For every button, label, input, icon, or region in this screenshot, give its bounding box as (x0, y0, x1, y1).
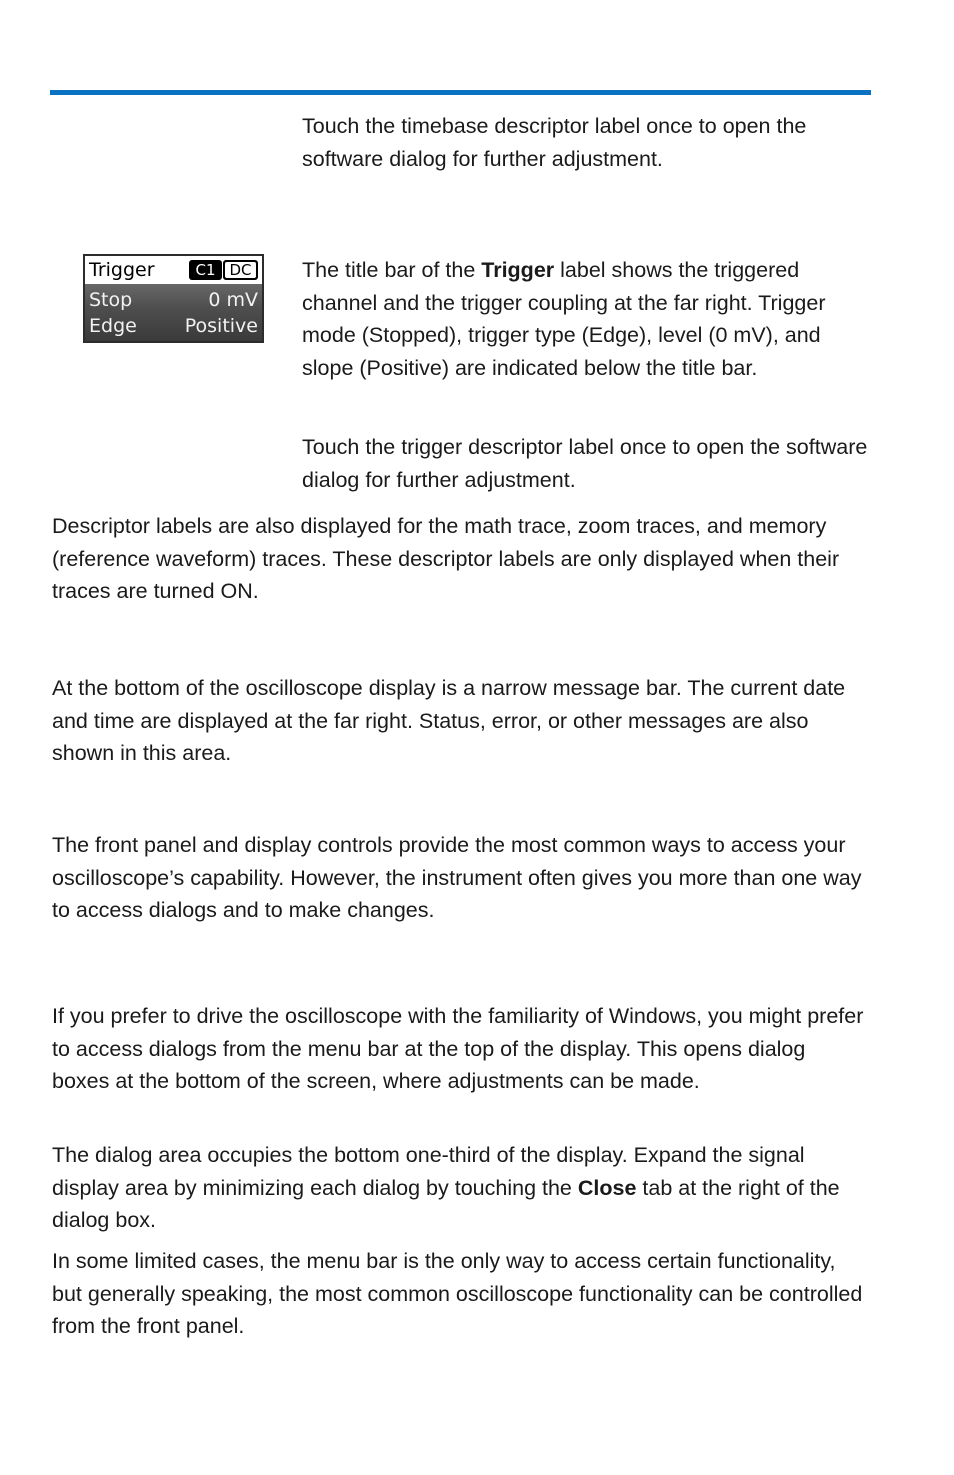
trigger-type-value: Edge (89, 315, 137, 337)
trigger-coupling-text: DC (225, 262, 256, 278)
dialog-para-after: tab at the right of the dialog box. (52, 1175, 840, 1232)
trigger-label-title-bar (85, 256, 262, 284)
trigger-coupling-badge (223, 260, 258, 280)
trigger-slope-value: Positive (184, 315, 258, 337)
trigger-desc-after: label shows the triggered channel and the trigger coupling at the far right. Trigger mode (Stopped), trigger type (Edge), level (0 mV), and slope (Positive) are indicated below the title bar. (302, 258, 826, 380)
trigger-desc-before: The title bar of the (302, 258, 482, 282)
trigger-descriptor-label (83, 254, 264, 343)
trigger-level-value: 0 mV (208, 289, 258, 311)
front-panel-paragraph: The front panel and display controls provide the most common ways to access your oscilloscope’s capability. However, the instrument often gives you more than one way to access dialogs and to make changes. (52, 833, 862, 922)
timebase-touch-paragraph: Touch the timebase descriptor label once to open the software dialog for further adjustment. (302, 114, 807, 171)
dialog-para-bold: Close (577, 1175, 637, 1200)
header-rule (50, 90, 871, 95)
trigger-channel-badge: C1 (189, 260, 222, 280)
trigger-touch-paragraph: Touch the trigger descriptor label once to open the software dialog for further adjustment. (302, 435, 868, 492)
trigger-desc-bold: Trigger (481, 258, 555, 282)
menu-bar-paragraph: In some limited cases, the menu bar is the only way to access certain functionality, but generally speaking, the most common oscilloscope functionality can be controlled from the front panel. (52, 1249, 863, 1338)
message-bar-paragraph: At the bottom of the oscilloscope display is a narrow message bar. The current date and time are displayed at the far right. Status, error, or other messages are also shown in this area. (52, 676, 846, 765)
windows-menu-paragraph: If you prefer to drive the oscilloscope with the familiarity of Windows, you might prefer to access dialogs from the menu bar at the top of the display. This opens dialog boxes at the bottom of the screen, where adjustments can be made. (52, 1004, 864, 1093)
dialog-para-before: The dialog area occupies the bottom one-third of the display. Expand the signal display area by minimizing each dialog by touching the (52, 1143, 805, 1200)
trigger-description-paragraph (302, 254, 872, 384)
trigger-mode-value: Stop (89, 289, 133, 311)
descriptor-labels-paragraph: Descriptor labels are also displayed for the math trace, zoom traces, and memory (reference waveform) traces. These descriptor labels are only displayed when their traces are turned ON. (52, 514, 840, 603)
dialog-area-paragraph (52, 1139, 867, 1237)
trigger-label-title: Trigger (89, 259, 155, 281)
